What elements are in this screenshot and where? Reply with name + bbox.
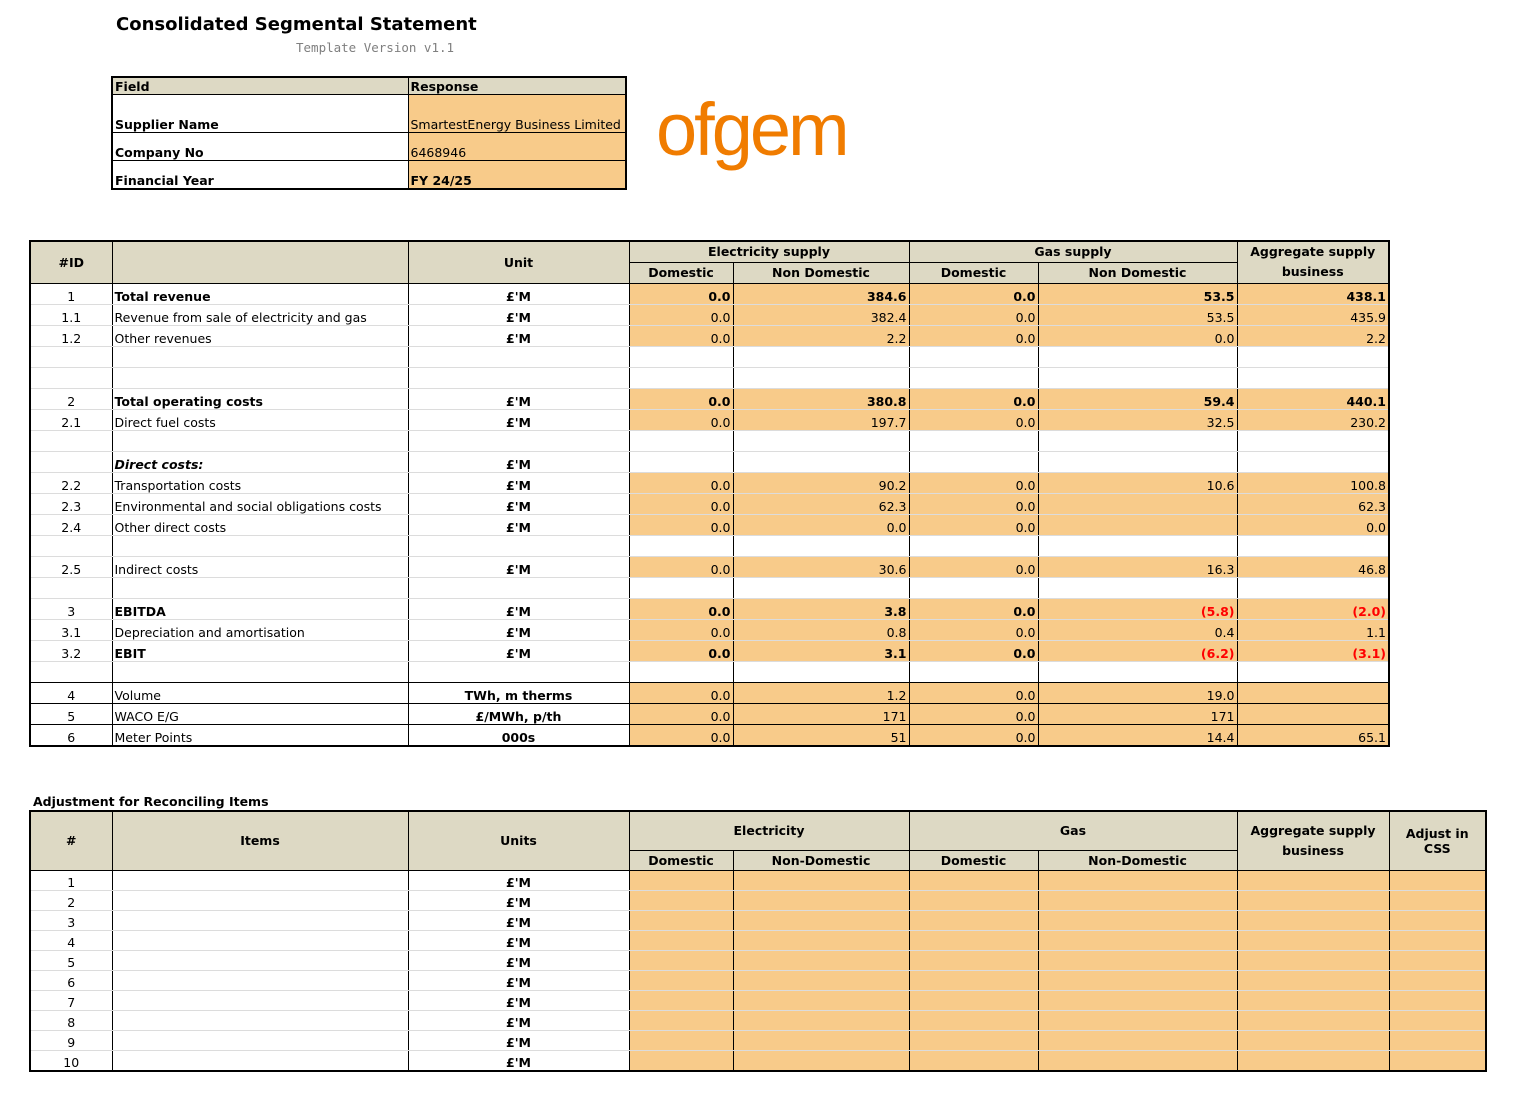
gas-nondomestic-value[interactable]: 32.5 [1038, 409, 1237, 430]
gas-domestic-value[interactable]: 0.0 [909, 493, 1038, 514]
adj-row-unit: £'M [408, 1030, 629, 1050]
elec-domestic-value[interactable]: 0.0 [629, 388, 733, 409]
row-label: Volume [112, 682, 408, 703]
elec-nondomestic-value[interactable]: 51 [733, 724, 909, 746]
adj-input-cell[interactable] [909, 970, 1038, 990]
adj-input-cell[interactable] [629, 870, 733, 890]
adj-row [30, 1050, 1486, 1071]
adj-row-id: 6 [30, 970, 112, 990]
aggregate-value[interactable]: 65.1 [1237, 724, 1389, 746]
gas-nondomestic-value[interactable]: (5.8) [1038, 598, 1237, 619]
elec-domestic-value[interactable]: 0.0 [629, 493, 733, 514]
adj-row [30, 990, 1486, 1010]
gas-domestic-value[interactable]: 0.0 [909, 472, 1038, 493]
adj-input-cell[interactable] [1237, 870, 1389, 890]
row-unit: £/MWh, p/th [408, 703, 629, 724]
gas-nondomestic-value[interactable]: 14.4 [1038, 724, 1237, 746]
adj-input-cell[interactable] [1038, 970, 1237, 990]
row-unit: £'M [408, 388, 629, 409]
elec-nondomestic-value[interactable]: 382.4 [733, 304, 909, 325]
elec-domestic-value[interactable]: 0.0 [629, 283, 733, 304]
aggregate-value[interactable]: 62.3 [1237, 493, 1389, 514]
row-unit: £'M [408, 556, 629, 577]
row-label: Total revenue [112, 283, 408, 304]
table-row [30, 640, 1389, 661]
adj-input-cell[interactable] [1237, 1050, 1389, 1071]
adj-row-id: 2 [30, 890, 112, 910]
gas-domestic-value[interactable]: 0.0 [909, 304, 1038, 325]
elec-domestic-value[interactable]: 0.0 [629, 682, 733, 703]
row-id: 2.2 [30, 472, 112, 493]
table-row [30, 472, 1389, 493]
adj-input-cell[interactable] [1389, 910, 1486, 930]
adj-input-cell[interactable] [733, 1010, 909, 1030]
gas-nondomestic-value[interactable] [1038, 514, 1237, 535]
adj-item-cell[interactable] [112, 930, 408, 950]
adj-item-cell[interactable] [112, 990, 408, 1010]
aggregate-value[interactable]: (2.0) [1237, 598, 1389, 619]
elec-nondomestic-value[interactable]: 380.8 [733, 388, 909, 409]
row-unit: £'M [408, 325, 629, 346]
elec-nondomestic-value[interactable]: 90.2 [733, 472, 909, 493]
adj-input-cell[interactable] [909, 950, 1038, 970]
adj-css-header: Adjust in CSS [1389, 811, 1486, 870]
row-label: Revenue from sale of electricity and gas [112, 304, 408, 325]
gas-domestic-value[interactable]: 0.0 [909, 514, 1038, 535]
adj-input-cell[interactable] [1237, 950, 1389, 970]
adj-row-id: 7 [30, 990, 112, 1010]
gas-domestic-header: Domestic [909, 262, 1038, 283]
adj-row-unit: £'M [408, 970, 629, 990]
gas-nondomestic-value[interactable] [1038, 493, 1237, 514]
adj-input-cell[interactable] [733, 890, 909, 910]
segmental-statement-table [29, 240, 1390, 747]
adj-item-cell[interactable] [112, 1050, 408, 1071]
supplier-info-table [111, 76, 627, 190]
adj-aggregate-header: Aggregate supply business [1237, 811, 1389, 870]
adjustment-section-title: Adjustment for Reconciling Items [33, 794, 269, 809]
row-unit: £'M [408, 640, 629, 661]
spacer-row [30, 535, 1389, 556]
adj-input-cell[interactable] [909, 1010, 1038, 1030]
spacer-row [30, 577, 1389, 598]
adj-input-cell[interactable] [1389, 970, 1486, 990]
adj-row-id: 3 [30, 910, 112, 930]
gas-nondomestic-value[interactable]: 53.5 [1038, 283, 1237, 304]
adj-input-cell[interactable] [733, 990, 909, 1010]
adj-row-unit: £'M [408, 950, 629, 970]
adj-item-cell[interactable] [112, 890, 408, 910]
adj-input-cell[interactable] [1389, 990, 1486, 1010]
adj-input-cell[interactable] [1389, 870, 1486, 890]
adj-input-cell[interactable] [1389, 1030, 1486, 1050]
elec-nondomestic-value[interactable]: 3.8 [733, 598, 909, 619]
row-unit: 000s [408, 724, 629, 746]
row-label: WACO E/G [112, 703, 408, 724]
adj-row-id: 1 [30, 870, 112, 890]
row-id: 6 [30, 724, 112, 746]
aggregate-value[interactable]: 438.1 [1237, 283, 1389, 304]
elec-domestic-header: Domestic [629, 262, 733, 283]
adj-row [30, 930, 1486, 950]
row-label: Total operating costs [112, 388, 408, 409]
adj-input-cell[interactable] [909, 930, 1038, 950]
adj-input-cell[interactable] [733, 970, 909, 990]
adj-input-cell[interactable] [909, 990, 1038, 1010]
elec-nondomestic-value[interactable]: 0.0 [733, 514, 909, 535]
ofgem-logo: ofgem [656, 88, 847, 171]
adj-input-cell[interactable] [1389, 930, 1486, 950]
adj-row-unit: £'M [408, 990, 629, 1010]
elec-domestic-value[interactable]: 0.0 [629, 703, 733, 724]
aggregate-value[interactable] [1237, 682, 1389, 703]
adj-input-cell[interactable] [1237, 1030, 1389, 1050]
row-id: 2.1 [30, 409, 112, 430]
adj-input-cell[interactable] [733, 1050, 909, 1071]
gas-nondomestic-value[interactable]: 10.6 [1038, 472, 1237, 493]
row-label: EBITDA [112, 598, 408, 619]
adj-input-cell[interactable] [629, 1030, 733, 1050]
aggregate-value[interactable]: 1.1 [1237, 619, 1389, 640]
aggregate-value[interactable]: 46.8 [1237, 556, 1389, 577]
elec-nondomestic-value[interactable]: 3.1 [733, 640, 909, 661]
aggregate-value[interactable]: (3.1) [1237, 640, 1389, 661]
spacer-row [30, 346, 1389, 367]
id-header: #ID [30, 241, 112, 283]
adj-input-cell[interactable] [1237, 890, 1389, 910]
template-version: Template Version v1.1 [296, 40, 455, 55]
adj-row [30, 970, 1486, 990]
table-row [30, 451, 1389, 472]
adj-item-cell[interactable] [112, 970, 408, 990]
gas-domestic-value[interactable]: 0.0 [909, 409, 1038, 430]
row-unit: £'M [408, 514, 629, 535]
adj-input-cell[interactable] [629, 910, 733, 930]
adj-input-cell[interactable] [1038, 870, 1237, 890]
adj-input-cell[interactable] [1389, 1010, 1486, 1030]
gas-nondomestic-value[interactable]: 16.3 [1038, 556, 1237, 577]
row-label: EBIT [112, 640, 408, 661]
adj-input-cell[interactable] [733, 870, 909, 890]
elec-domestic-value[interactable]: 0.0 [629, 409, 733, 430]
field-header: Field [112, 77, 408, 95]
adj-elec-nondomestic-header: Non-Domestic [733, 850, 909, 870]
adj-row-unit: £'M [408, 1050, 629, 1071]
row-id: 1 [30, 283, 112, 304]
adj-row [30, 1030, 1486, 1050]
adj-input-cell[interactable] [629, 970, 733, 990]
gas-domestic-value[interactable]: 0.0 [909, 640, 1038, 661]
adj-input-cell[interactable] [629, 990, 733, 1010]
adj-input-cell[interactable] [1237, 1010, 1389, 1030]
row-unit: £'M [408, 493, 629, 514]
row-unit: £'M [408, 619, 629, 640]
gas-domestic-value[interactable]: 0.0 [909, 703, 1038, 724]
adj-item-cell[interactable] [112, 1030, 408, 1050]
adj-item-cell[interactable] [112, 950, 408, 970]
adj-input-cell[interactable] [733, 930, 909, 950]
gas-domestic-value[interactable]: 0.0 [909, 598, 1038, 619]
gas-domestic-value[interactable]: 0.0 [909, 388, 1038, 409]
elec-nondomestic-value[interactable]: 197.7 [733, 409, 909, 430]
row-id: 2 [30, 388, 112, 409]
adj-item-cell[interactable] [112, 870, 408, 890]
supplier-name-label: Supplier Name [112, 95, 408, 133]
table-row [30, 283, 1389, 304]
gas-domestic-value[interactable]: 0.0 [909, 325, 1038, 346]
row-label: Indirect costs [112, 556, 408, 577]
adj-input-cell[interactable] [1389, 950, 1486, 970]
adj-gas-nondomestic-header: Non-Domestic [1038, 850, 1237, 870]
table-row [30, 409, 1389, 430]
table-row [30, 598, 1389, 619]
adj-num-header: # [30, 811, 112, 870]
adj-row [30, 1010, 1486, 1030]
gas-nondomestic-value[interactable]: 171 [1038, 703, 1237, 724]
row-label: Other direct costs [112, 514, 408, 535]
row-label: Environmental and social obligations costs [112, 493, 408, 514]
elec-domestic-value[interactable]: 0.0 [629, 472, 733, 493]
table-row [30, 514, 1389, 535]
adj-input-cell[interactable] [1389, 1050, 1486, 1071]
adj-row-id: 9 [30, 1030, 112, 1050]
adj-input-cell[interactable] [733, 1030, 909, 1050]
gas-nondomestic-value[interactable]: 53.5 [1038, 304, 1237, 325]
row-id: 2.3 [30, 493, 112, 514]
row-id: 3.1 [30, 619, 112, 640]
adj-input-cell[interactable] [1038, 1050, 1237, 1071]
adj-input-cell[interactable] [1237, 930, 1389, 950]
row-id [30, 451, 112, 472]
table-row [30, 325, 1389, 346]
row-unit: £'M [408, 283, 629, 304]
row-id: 3 [30, 598, 112, 619]
table-row [30, 388, 1389, 409]
gas-nondomestic-value[interactable]: 0.0 [1038, 325, 1237, 346]
row-id: 5 [30, 703, 112, 724]
adj-input-cell[interactable] [1038, 930, 1237, 950]
adj-input-cell[interactable] [1237, 910, 1389, 930]
row-unit: £'M [408, 409, 629, 430]
row-label: Direct costs: [112, 451, 408, 472]
adj-item-cell[interactable] [112, 1010, 408, 1030]
adj-items-header: Items [112, 811, 408, 870]
adj-row [30, 910, 1486, 930]
adj-input-cell[interactable] [629, 1010, 733, 1030]
adj-input-cell[interactable] [1038, 990, 1237, 1010]
aggregate-value[interactable]: 440.1 [1237, 388, 1389, 409]
gas-supply-header: Gas supply [909, 241, 1237, 262]
table-row [30, 703, 1389, 724]
row-id: 2.5 [30, 556, 112, 577]
elec-domestic-value[interactable]: 0.0 [629, 724, 733, 746]
table-row [30, 682, 1389, 703]
adj-input-cell[interactable] [733, 910, 909, 930]
elec-nondomestic-value[interactable]: 2.2 [733, 325, 909, 346]
spacer-row [30, 430, 1389, 451]
elec-nondomestic-value[interactable]: 171 [733, 703, 909, 724]
table-row [30, 724, 1389, 746]
unit-header: Unit [408, 241, 629, 283]
elec-nondomestic-value[interactable]: 0.8 [733, 619, 909, 640]
adj-item-cell[interactable] [112, 910, 408, 930]
electricity-supply-header: Electricity supply [629, 241, 909, 262]
adj-units-header: Units [408, 811, 629, 870]
elec-domestic-value[interactable]: 0.0 [629, 640, 733, 661]
adj-row-unit: £'M [408, 930, 629, 950]
adj-input-cell[interactable] [629, 890, 733, 910]
aggregate-value[interactable]: 230.2 [1237, 409, 1389, 430]
row-unit: TWh, m therms [408, 682, 629, 703]
adj-row [30, 870, 1486, 890]
elec-domestic-value[interactable]: 0.0 [629, 325, 733, 346]
table-row [30, 556, 1389, 577]
adj-input-cell[interactable] [909, 890, 1038, 910]
gas-domestic-value[interactable]: 0.0 [909, 283, 1038, 304]
adj-row-unit: £'M [408, 890, 629, 910]
aggregate-value[interactable]: 0.0 [1237, 514, 1389, 535]
adj-input-cell[interactable] [909, 1050, 1038, 1071]
table-row [30, 619, 1389, 640]
adj-input-cell[interactable] [909, 1030, 1038, 1050]
aggregate-value[interactable]: 100.8 [1237, 472, 1389, 493]
adj-input-cell[interactable] [1237, 970, 1389, 990]
company-no-value[interactable]: 6468946 [408, 133, 626, 161]
gas-nondomestic-value[interactable]: 19.0 [1038, 682, 1237, 703]
elec-nondomestic-value[interactable]: 384.6 [733, 283, 909, 304]
adj-gas-header: Gas [909, 811, 1237, 850]
adj-input-cell[interactable] [1389, 890, 1486, 910]
supplier-name-value[interactable]: SmartestEnergy Business Limited [408, 95, 626, 133]
label-header [112, 241, 408, 283]
adjustment-table [29, 810, 1487, 1072]
response-header: Response [408, 77, 626, 95]
adj-row [30, 950, 1486, 970]
adj-row-unit: £'M [408, 1010, 629, 1030]
gas-nondomestic-header: Non Domestic [1038, 262, 1237, 283]
adj-electricity-header: Electricity [629, 811, 909, 850]
elec-domestic-value[interactable]: 0.0 [629, 304, 733, 325]
row-id: 2.4 [30, 514, 112, 535]
adj-input-cell[interactable] [1038, 910, 1237, 930]
gas-nondomestic-value[interactable]: 0.4 [1038, 619, 1237, 640]
aggregate-value[interactable] [1237, 703, 1389, 724]
gas-domestic-value[interactable]: 0.0 [909, 724, 1038, 746]
table-row [30, 304, 1389, 325]
company-no-label: Company No [112, 133, 408, 161]
row-label: Meter Points [112, 724, 408, 746]
row-label: Direct fuel costs [112, 409, 408, 430]
table-row [30, 493, 1389, 514]
row-unit: £'M [408, 304, 629, 325]
elec-nondomestic-value[interactable]: 62.3 [733, 493, 909, 514]
adj-row [30, 890, 1486, 910]
financial-year-value[interactable]: FY 24/25 [408, 161, 626, 189]
adj-elec-domestic-header: Domestic [629, 850, 733, 870]
gas-domestic-value[interactable]: 0.0 [909, 682, 1038, 703]
gas-domestic-value[interactable]: 0.0 [909, 556, 1038, 577]
aggregate-value[interactable]: 435.9 [1237, 304, 1389, 325]
aggregate-supply-header: Aggregate supply business [1237, 241, 1389, 283]
adj-input-cell[interactable] [909, 910, 1038, 930]
adj-input-cell[interactable] [733, 950, 909, 970]
elec-domestic-value[interactable]: 0.0 [629, 556, 733, 577]
adj-input-cell[interactable] [909, 870, 1038, 890]
row-id: 4 [30, 682, 112, 703]
gas-domestic-value[interactable]: 0.0 [909, 619, 1038, 640]
row-unit: £'M [408, 598, 629, 619]
row-id: 1.1 [30, 304, 112, 325]
adj-input-cell[interactable] [629, 950, 733, 970]
adj-input-cell[interactable] [1038, 1010, 1237, 1030]
row-unit: £'M [408, 451, 629, 472]
financial-year-label: Financial Year [112, 161, 408, 189]
adj-row-id: 5 [30, 950, 112, 970]
adj-input-cell[interactable] [1038, 950, 1237, 970]
adj-gas-domestic-header: Domestic [909, 850, 1038, 870]
adj-input-cell[interactable] [1237, 990, 1389, 1010]
elec-domestic-value[interactable]: 0.0 [629, 598, 733, 619]
adj-row-id: 4 [30, 930, 112, 950]
adj-input-cell[interactable] [1038, 890, 1237, 910]
elec-domestic-value[interactable]: 0.0 [629, 514, 733, 535]
row-label: Depreciation and amortisation [112, 619, 408, 640]
row-id: 1.2 [30, 325, 112, 346]
adj-row-id: 10 [30, 1050, 112, 1071]
adj-row-unit: £'M [408, 910, 629, 930]
adj-input-cell[interactable] [629, 1050, 733, 1071]
row-id: 3.2 [30, 640, 112, 661]
row-label: Transportation costs [112, 472, 408, 493]
elec-nondomestic-header: Non Domestic [733, 262, 909, 283]
adj-input-cell[interactable] [629, 930, 733, 950]
spacer-row [30, 367, 1389, 388]
elec-nondomestic-value[interactable]: 1.2 [733, 682, 909, 703]
row-unit: £'M [408, 472, 629, 493]
aggregate-value[interactable]: 2.2 [1237, 325, 1389, 346]
elec-nondomestic-value[interactable]: 30.6 [733, 556, 909, 577]
spacer-row [30, 661, 1389, 682]
row-label: Other revenues [112, 325, 408, 346]
elec-domestic-value[interactable]: 0.0 [629, 619, 733, 640]
page-title: Consolidated Segmental Statement [116, 14, 477, 35]
adj-row-id: 8 [30, 1010, 112, 1030]
gas-nondomestic-value[interactable]: 59.4 [1038, 388, 1237, 409]
gas-nondomestic-value[interactable]: (6.2) [1038, 640, 1237, 661]
adj-row-unit: £'M [408, 870, 629, 890]
adj-input-cell[interactable] [1038, 1030, 1237, 1050]
